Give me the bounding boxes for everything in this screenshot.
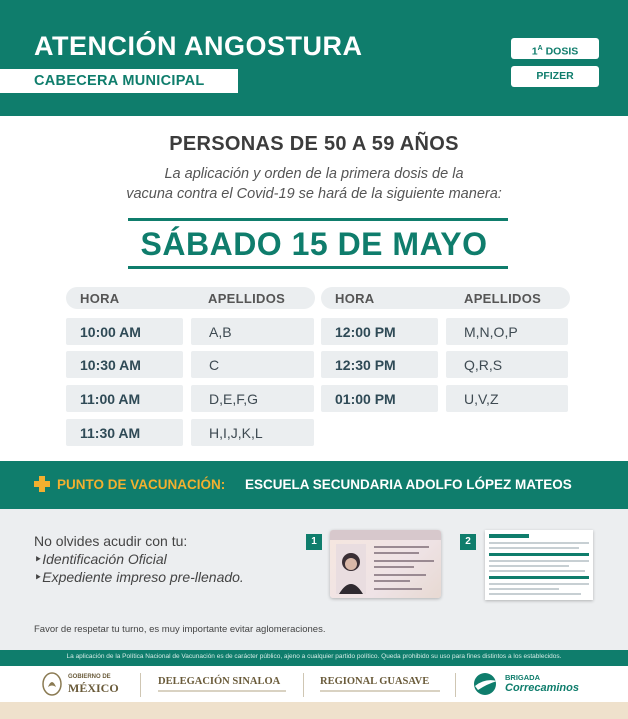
table-row-names: D,E,F,G <box>191 385 314 412</box>
vaccination-point-value: ESCUELA SECUNDARIA ADOLFO LÓPEZ MATEOS <box>245 477 572 492</box>
table-row-time: 11:00 AM <box>66 385 183 412</box>
plus-icon <box>34 476 50 492</box>
logo-separator <box>303 673 304 697</box>
table-row-names: A,B <box>191 318 314 345</box>
audience-group: PERSONAS DE 50 A 59 AÑOS <box>169 133 459 155</box>
step-badge-2: 2 <box>460 534 476 550</box>
header-time: HORA <box>335 291 375 306</box>
table-row-time: 12:00 PM <box>321 318 438 345</box>
dose-suffix: A <box>537 45 543 52</box>
delegacion-logo: DELEGACIÓN SINALOA <box>158 676 281 687</box>
header-names: APELLIDOS <box>464 291 542 306</box>
logo-separator <box>140 673 141 697</box>
regional-subline <box>320 690 440 692</box>
table-row-time: 12:30 PM <box>321 351 438 378</box>
reminder-title: No olvides acudir con tu: <box>34 533 188 549</box>
table-row-names: Q,R,S <box>446 351 568 378</box>
bottom-strip <box>0 702 628 719</box>
date-rule-top <box>128 218 508 221</box>
date-rule-bottom <box>128 266 508 269</box>
dose-label: DOSIS <box>545 45 579 58</box>
table-row-time: 11:30 AM <box>66 419 183 446</box>
dose-number: 1 <box>531 45 538 58</box>
table-row-names: U,V,Z <box>446 385 568 412</box>
roadrunner-icon <box>470 672 500 696</box>
header-time: HORA <box>80 291 120 306</box>
table-row-time: 10:00 AM <box>66 318 183 345</box>
schedule-header-left <box>66 287 315 309</box>
delegacion-subline <box>158 690 286 692</box>
reminder-item-form: ‣Expediente impreso pre-llenado. <box>34 569 244 585</box>
page-subtitle: CABECERA MUNICIPAL <box>34 73 205 89</box>
mexico-label: MÉXICO <box>68 681 119 695</box>
reminder-item-id: ‣Identificación Oficial <box>34 551 167 567</box>
table-row-names: C <box>191 351 314 378</box>
disclaimer-text: La aplicación de la Política Nacional de Vacunación es de carácter público, ajeno a cualquier partido político. Queda prohibido su uso para fines distintos a los establecidos. <box>66 653 562 660</box>
vaccination-point-label: PUNTO DE VACUNACIÓN: <box>57 477 226 492</box>
intro-text: La aplicación y orden de la primera dosis de la vacuna contra el Covid-19 se hará de la siguiente manera: <box>126 166 502 202</box>
eagle-seal-icon <box>42 672 62 696</box>
regional-logo: REGIONAL GUASAVE <box>320 676 430 687</box>
brigada-label: BRIGADA <box>505 673 540 682</box>
table-row-names: M,N,O,P <box>446 318 568 345</box>
table-row-time: 01:00 PM <box>321 385 438 412</box>
person-photo-icon <box>336 544 366 594</box>
schedule-header-right <box>321 287 570 309</box>
page-title: ATENCIÓN ANGOSTURA <box>34 31 363 61</box>
schedule-date: SÁBADO 15 DE MAYO <box>140 226 488 262</box>
vaccine-badge: PFIZER <box>511 66 599 87</box>
id-card-illustration <box>330 530 441 598</box>
correcaminos-label: Correcaminos <box>505 682 579 694</box>
form-illustration <box>485 530 593 600</box>
header-names: APELLIDOS <box>208 291 286 306</box>
dose-badge <box>511 38 599 59</box>
gobierno-label: GOBIERNO DE <box>68 674 111 680</box>
logo-separator <box>455 673 456 697</box>
respect-note: Favor de respetar tu turno, es muy importante evitar aglomeraciones. <box>34 624 326 635</box>
table-row-names: H,I,J,K,L <box>191 419 314 446</box>
table-row-time: 10:30 AM <box>66 351 183 378</box>
step-badge-1: 1 <box>306 534 322 550</box>
